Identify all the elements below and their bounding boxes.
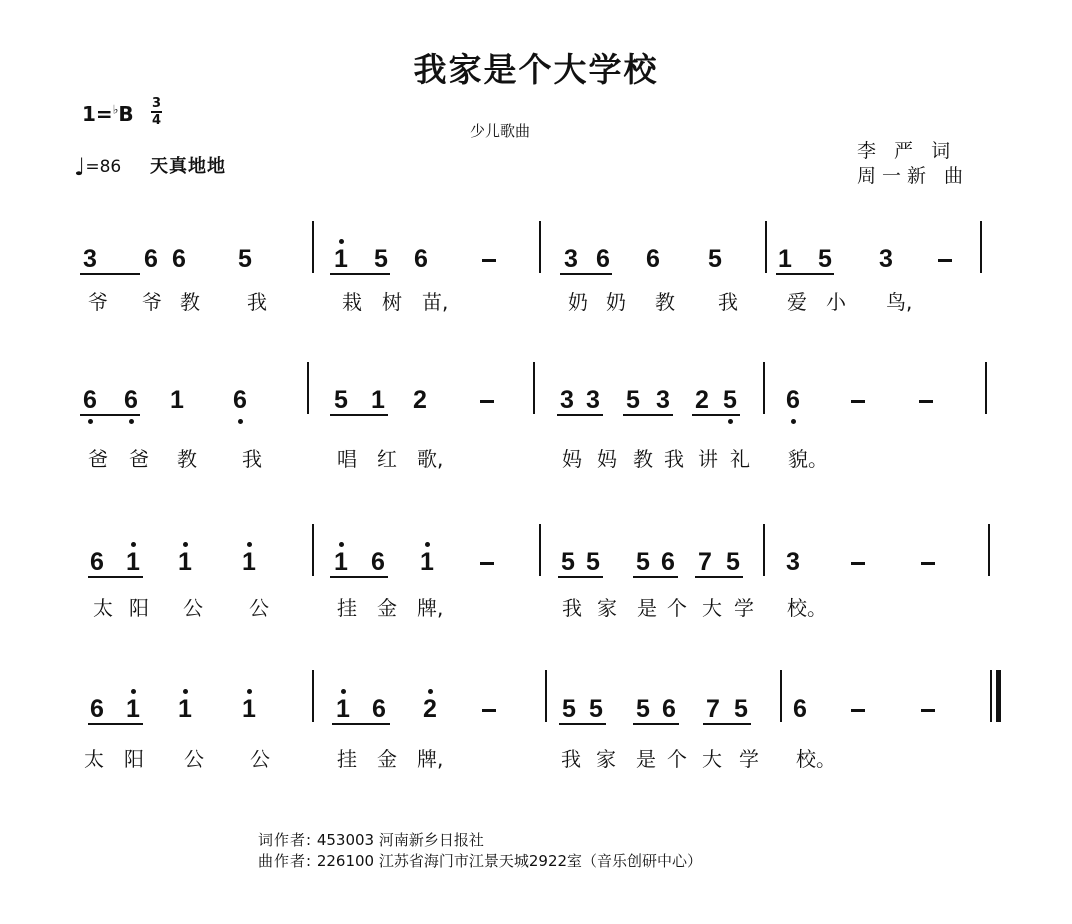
sustain-dash (919, 400, 933, 403)
lyric-syllable: 教 (655, 290, 675, 314)
lyric-syllable: 礼 (730, 447, 750, 471)
lyric-syllable: 牌, (417, 747, 444, 771)
note-5: 5 (334, 386, 348, 414)
note-11: 5 (636, 548, 650, 576)
song-title: 我家是个大学校 (413, 50, 659, 89)
time-signature (151, 97, 162, 127)
lyric-syllable: 妈 (562, 447, 582, 471)
final-barline-thick (996, 670, 1001, 722)
high-octave-dot (428, 689, 433, 694)
note-1: 6 (90, 695, 104, 723)
barline (533, 362, 535, 414)
lyric-syllable: 妈 (597, 447, 617, 471)
note-7: 2 (423, 695, 437, 723)
eighth-note-underline (633, 576, 678, 578)
note-7: 2 (413, 386, 427, 414)
eighth-note-underline (695, 576, 743, 578)
eighth-note-underline (80, 273, 140, 275)
eighth-note-underline (330, 414, 388, 416)
barline (765, 221, 767, 273)
note-4: 1 (242, 695, 256, 723)
high-octave-dot (425, 542, 430, 547)
sustain-dash (921, 562, 935, 565)
note-1: 6 (90, 548, 104, 576)
note-15: 3 (786, 548, 800, 576)
note-6: 6 (371, 548, 385, 576)
lyric-syllable: 爷 (88, 290, 108, 314)
sustain-dash (851, 562, 865, 565)
high-octave-dot (339, 239, 344, 244)
note-14: 5 (726, 548, 740, 576)
eighth-note-underline (332, 723, 390, 725)
lyric-syllable: 家 (597, 596, 617, 620)
lyric-syllable: 家 (596, 747, 616, 771)
note-3: 6 (172, 245, 186, 273)
low-octave-dot (129, 419, 134, 424)
high-octave-dot (131, 542, 136, 547)
lyric-syllable: 公 (183, 596, 203, 620)
note-15: 3 (879, 245, 893, 273)
note-14: 5 (734, 695, 748, 723)
note-12: 5 (708, 245, 722, 273)
tempo-marking (74, 153, 121, 181)
lyric-syllable: 我 (247, 290, 267, 314)
lyric-syllable: 貌。 (788, 447, 828, 471)
note-13: 7 (706, 695, 720, 723)
note-14: 5 (723, 386, 737, 414)
barline (545, 670, 547, 722)
note-6: 1 (371, 386, 385, 414)
note-15: 6 (786, 386, 800, 414)
lyric-syllable: 奶 (606, 290, 626, 314)
note-9: 3 (564, 245, 578, 273)
song-genre: 少儿歌曲 (470, 122, 531, 140)
high-octave-dot (183, 542, 188, 547)
barline (312, 670, 314, 722)
tempo-value: =86 (85, 157, 122, 177)
note-10: 3 (586, 386, 600, 414)
barline (307, 362, 309, 414)
lyric-syllable: 金 (377, 596, 397, 620)
lyric-syllable: 教 (177, 447, 197, 471)
lyric-syllable: 我 (562, 596, 582, 620)
note-3: 1 (178, 548, 192, 576)
eighth-note-underline (560, 273, 612, 275)
note-2: 1 (126, 548, 140, 576)
note-4: 5 (238, 245, 252, 273)
note-12: 6 (662, 695, 676, 723)
note-4: 6 (233, 386, 247, 414)
eighth-note-underline (559, 723, 606, 725)
lyric-syllable: 爱 (787, 290, 807, 314)
sustain-dash (480, 400, 494, 403)
note-1: 6 (83, 386, 97, 414)
lyric-syllable: 讲 (698, 447, 718, 471)
sustain-dash (482, 709, 496, 712)
low-octave-dot (88, 419, 93, 424)
lyric-syllable: 太 (84, 747, 104, 771)
lyric-syllable: 奶 (568, 290, 588, 314)
key-signature (82, 102, 134, 126)
note-13: 7 (698, 548, 712, 576)
flat-sign: ♭ (112, 102, 119, 117)
time-signature-bottom: 4 (151, 113, 162, 128)
eighth-note-underline (88, 723, 143, 725)
lyric-syllable: 我 (242, 447, 262, 471)
eighth-note-underline (776, 273, 834, 275)
eighth-note-underline (330, 273, 390, 275)
high-octave-dot (339, 542, 344, 547)
lyric-syllable: 个 (667, 747, 687, 771)
lyric-syllable: 是 (636, 747, 656, 771)
note-11: 5 (626, 386, 640, 414)
sustain-dash (480, 562, 494, 565)
lyric-syllable: 红 (377, 447, 397, 471)
sustain-dash (851, 709, 865, 712)
lyric-syllable: 栽 (342, 290, 362, 314)
lyric-syllable: 阳 (124, 747, 144, 771)
barline (312, 524, 314, 576)
lyric-syllable: 校。 (787, 596, 827, 620)
note-5: 1 (334, 245, 348, 273)
note-10: 5 (586, 548, 600, 576)
lyric-syllable: 太 (93, 596, 113, 620)
lyric-syllable: 大 (702, 596, 722, 620)
eighth-note-underline (623, 414, 673, 416)
lyric-syllable: 公 (249, 596, 269, 620)
lyric-syllable: 挂 (337, 747, 357, 771)
lyric-syllable: 鸟, (886, 290, 913, 314)
note-3: 1 (178, 695, 192, 723)
lyric-syllable: 校。 (796, 747, 836, 771)
barline (985, 362, 987, 414)
lyric-syllable: 爸 (129, 447, 149, 471)
note-11: 6 (646, 245, 660, 273)
low-octave-dot (238, 419, 243, 424)
note-6: 6 (372, 695, 386, 723)
lyric-syllable: 教 (633, 447, 653, 471)
note-10: 6 (596, 245, 610, 273)
sustain-dash (851, 400, 865, 403)
high-octave-dot (341, 689, 346, 694)
note-15: 6 (793, 695, 807, 723)
lyric-syllable: 大 (702, 747, 722, 771)
barline (763, 362, 765, 414)
lyric-syllable: 我 (718, 290, 738, 314)
barline (780, 670, 782, 722)
barline (980, 221, 982, 273)
high-octave-dot (247, 689, 252, 694)
lyric-syllable: 阳 (129, 596, 149, 620)
note-2: 1 (126, 695, 140, 723)
lyricist-address: 453003 河南新乡日报社 (316, 831, 484, 849)
eighth-note-underline (557, 414, 603, 416)
lyric-syllable: 唱 (337, 447, 357, 471)
lyric-syllable: 歌, (417, 447, 444, 471)
key-note: B (118, 102, 134, 126)
expression-marking: 天真地地 (150, 156, 226, 177)
note-9: 3 (560, 386, 574, 414)
barline (763, 524, 765, 576)
time-signature-top: 3 (151, 96, 162, 111)
sustain-dash (921, 709, 935, 712)
lyricist-credit: 李 严 词 (857, 140, 957, 162)
high-octave-dot (131, 689, 136, 694)
sustain-dash (482, 259, 496, 262)
composer-credit: 周一新 曲 (857, 165, 970, 187)
lyric-syllable: 我 (664, 447, 684, 471)
note-5: 1 (336, 695, 350, 723)
note-7: 1 (420, 548, 434, 576)
barline (539, 524, 541, 576)
key-prefix: 1= (82, 102, 113, 126)
lyric-syllable: 小 (826, 290, 846, 314)
lyric-syllable: 个 (667, 596, 687, 620)
lyric-syllable: 是 (637, 596, 657, 620)
barline (312, 221, 314, 273)
lyric-syllable: 学 (734, 596, 754, 620)
note-12: 3 (656, 386, 670, 414)
high-octave-dot (183, 689, 188, 694)
note-2: 6 (144, 245, 158, 273)
low-octave-dot (791, 419, 796, 424)
note-13: 1 (778, 245, 792, 273)
note-5: 1 (334, 548, 348, 576)
lyric-syllable: 学 (739, 747, 759, 771)
note-1: 3 (83, 245, 97, 273)
note-7: 6 (414, 245, 428, 273)
eighth-note-underline (558, 576, 603, 578)
note-10: 5 (589, 695, 603, 723)
note-9: 5 (562, 695, 576, 723)
lyric-syllable: 爷 (142, 290, 162, 314)
note-14: 5 (818, 245, 832, 273)
lyricist-address-label: 词作者: (258, 831, 313, 849)
lyricist-address-line (258, 829, 484, 850)
quarter-note-icon: ♩ (74, 153, 86, 181)
note-13: 2 (695, 386, 709, 414)
note-6: 5 (374, 245, 388, 273)
lyric-syllable: 公 (184, 747, 204, 771)
lyric-syllable: 金 (377, 747, 397, 771)
lyric-syllable: 牌, (417, 596, 444, 620)
note-9: 5 (561, 548, 575, 576)
note-11: 5 (636, 695, 650, 723)
lyric-syllable: 我 (561, 747, 581, 771)
lyric-syllable: 教 (180, 290, 200, 314)
note-3: 1 (170, 386, 184, 414)
lyric-syllable: 树 (382, 290, 402, 314)
final-barline-thin (990, 670, 992, 722)
eighth-note-underline (330, 576, 388, 578)
eighth-note-underline (80, 414, 140, 416)
eighth-note-underline (703, 723, 751, 725)
low-octave-dot (728, 419, 733, 424)
eighth-note-underline (692, 414, 740, 416)
lyric-syllable: 公 (250, 747, 270, 771)
composer-address: 226100 江苏省海门市江景天城2922室（音乐创研中心） (316, 852, 703, 870)
barline (988, 524, 990, 576)
eighth-note-underline (88, 576, 143, 578)
composer-address-label: 曲作者: (258, 852, 313, 870)
lyric-syllable: 爸 (88, 447, 108, 471)
note-12: 6 (661, 548, 675, 576)
note-4: 1 (242, 548, 256, 576)
barline (539, 221, 541, 273)
composer-address-line (258, 850, 702, 871)
sustain-dash (938, 259, 952, 262)
high-octave-dot (247, 542, 252, 547)
eighth-note-underline (633, 723, 679, 725)
lyric-syllable: 苗, (422, 290, 449, 314)
note-2: 6 (124, 386, 138, 414)
lyric-syllable: 挂 (337, 596, 357, 620)
